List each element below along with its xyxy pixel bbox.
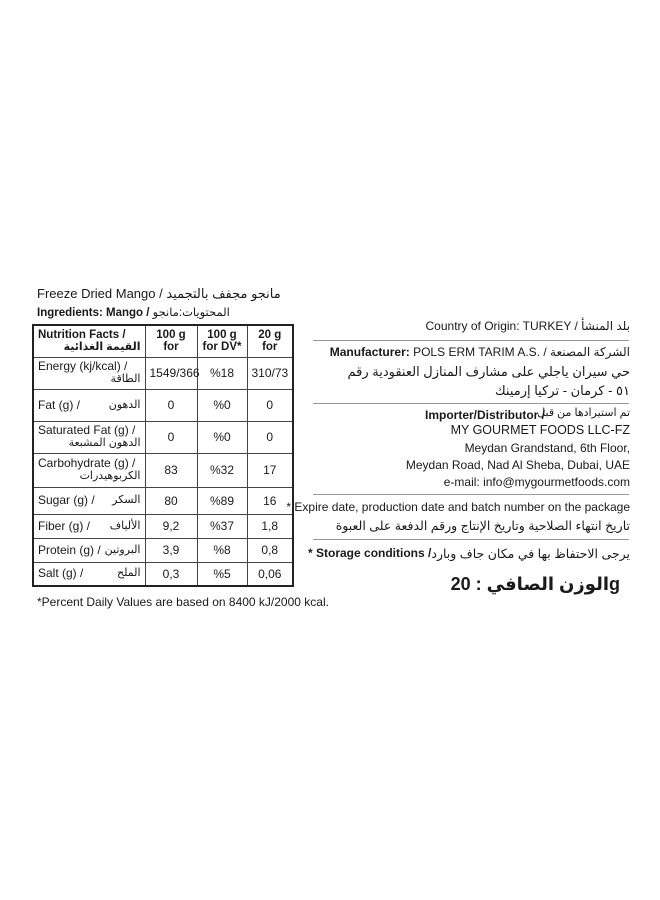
dv-footnote: *Percent Daily Values are based on 8400 kJ/2000 kcal. [37, 595, 329, 609]
country-of-origin: Country of Origin: TURKEY / بلد المنشأ [425, 319, 630, 333]
manufacturer-address-ar-2: ٥١ - كرمان - تركيا إرمينك [494, 383, 630, 398]
row-name: Protein (g) / البروتين [33, 538, 145, 562]
row-name: Energy (kj/kcal) / الطاقة [33, 357, 145, 389]
row-name: Sugar (g) / السكر [33, 487, 145, 514]
ingredients-line [37, 305, 230, 319]
table-row [33, 538, 293, 562]
header-dv: 100 g for DV* [197, 325, 247, 357]
header-20g: 20 g for [247, 325, 293, 357]
value-20g: 16 [247, 487, 293, 514]
product-title: Freeze Dried Mango / مانجو مجفف بالتجميد [37, 286, 281, 301]
value-dv: %5 [197, 562, 247, 586]
value-dv: %89 [197, 487, 247, 514]
row-name: Fat (g) / الدهون [33, 389, 145, 421]
value-100g: 9,2 [145, 514, 197, 538]
value-100g: 80 [145, 487, 197, 514]
value-dv: %32 [197, 453, 247, 487]
row-name: Salt (g) / الملح [33, 562, 145, 586]
value-100g: 1549/366 [145, 357, 197, 389]
expire-note-en: * Expire date, production date and batch number on the package [286, 500, 630, 514]
value-dv: %8 [197, 538, 247, 562]
ingredients-en: Ingredients: Mango / [37, 307, 150, 319]
header-100g: 100 g for [145, 325, 197, 357]
table-row [33, 389, 293, 421]
value-20g: 0 [247, 389, 293, 421]
importer-address-2: Meydan Road, Nad Al Sheba, Dubai, UAE [405, 458, 630, 472]
divider [313, 539, 629, 540]
table-row [33, 487, 293, 514]
nutrition-header-row [33, 325, 293, 357]
value-100g: 0,3 [145, 562, 197, 586]
manufacturer-name: POLS ERM TARIM A.S. / الشركة المصنعة [413, 345, 630, 359]
value-20g: 1,8 [247, 514, 293, 538]
storage-label: * Storage conditions / [308, 546, 432, 560]
header-nutrition-facts: Nutrition Facts / القيمة الغذائية [33, 325, 145, 357]
row-name: Carbohydrate (g) / الكربوهيدرات [33, 453, 145, 487]
manufacturer-line [330, 345, 630, 359]
importer-name: MY GOURMET FOODS LLC-FZ [450, 423, 630, 437]
row-name: Fiber (g) / الألياف [33, 514, 145, 538]
value-dv: %18 [197, 357, 247, 389]
importer-email: e-mail: info@mygourmetfoods.com [443, 475, 630, 489]
value-20g: 17 [247, 453, 293, 487]
value-100g: 83 [145, 453, 197, 487]
importer-address-1: Meydan Grandstand, 6th Floor, [464, 441, 630, 455]
row-name: Saturated Fat (g) / الدهون المشبعة [33, 421, 145, 453]
expire-note-ar: تاريخ انتهاء الصلاحية وتاريخ الإنتاج ورقم الدفعة على العبوة [335, 519, 630, 533]
value-20g: 0 [247, 421, 293, 453]
table-row [33, 357, 293, 389]
storage-ar: يرجى الاحتفاظ بها في مكان جاف وبارد [431, 547, 630, 561]
table-row [33, 562, 293, 586]
net-weight: الوزن الصافي : 20g [450, 574, 620, 594]
value-20g: 310/73 [247, 357, 293, 389]
value-20g: 0,8 [247, 538, 293, 562]
manufacturer-address-ar-1: حي سيران ياجلي على مشارف المنازل العنقودية رقم [347, 364, 630, 379]
ingredients-ar: المحتويات:مانجو [152, 307, 230, 319]
importer-label: Importer/Distributor / [425, 408, 546, 422]
table-row [33, 453, 293, 487]
table-row [33, 421, 293, 453]
value-20g: 0,06 [247, 562, 293, 586]
divider [313, 494, 629, 495]
nutrition-table [32, 324, 294, 587]
value-100g: 3,9 [145, 538, 197, 562]
divider [313, 340, 629, 341]
divider [313, 403, 629, 404]
table-row [33, 514, 293, 538]
value-dv: %0 [197, 389, 247, 421]
value-dv: %0 [197, 421, 247, 453]
value-100g: 0 [145, 389, 197, 421]
importer-ar: تم استيرادها من قبل [537, 407, 630, 419]
value-100g: 0 [145, 421, 197, 453]
value-dv: %37 [197, 514, 247, 538]
manufacturer-label: Manufacturer: [329, 345, 410, 359]
